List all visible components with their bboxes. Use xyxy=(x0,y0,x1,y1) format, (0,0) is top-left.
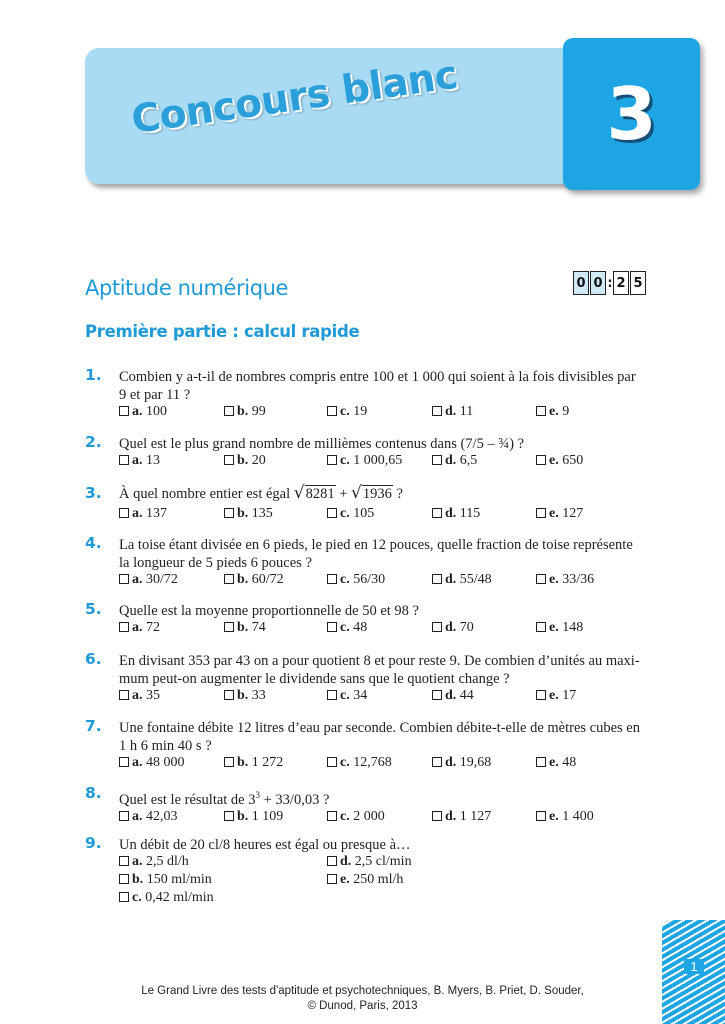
option-d[interactable]: d. 1 127 xyxy=(432,809,491,825)
square-root: √1936 xyxy=(351,483,392,503)
option-d[interactable]: d. 2,5 cl/min xyxy=(327,854,412,870)
answer-options xyxy=(119,688,645,706)
checkbox-icon[interactable] xyxy=(327,508,337,518)
option-a[interactable]: a. 100 xyxy=(119,404,167,420)
option-c[interactable]: c. 48 xyxy=(327,620,367,636)
option-d[interactable]: d. 55/48 xyxy=(432,572,492,588)
checkbox-icon[interactable] xyxy=(119,811,129,821)
answer-options xyxy=(119,404,645,422)
checkbox-icon[interactable] xyxy=(119,856,129,866)
option-e[interactable]: e. 1 400 xyxy=(536,809,594,825)
checkbox-icon[interactable] xyxy=(119,622,129,632)
question-text: Quel est le plus grand nombre de millièmes contenus dans (7/5 – ¾) ? xyxy=(119,436,525,452)
option-e[interactable]: e. 9 xyxy=(536,404,569,420)
question-7 xyxy=(85,719,645,773)
option-e[interactable]: e. 17 xyxy=(536,688,576,704)
question-number: 3. xyxy=(85,484,102,502)
checkbox-icon[interactable] xyxy=(327,455,337,465)
option-a[interactable]: a. 35 xyxy=(119,688,160,704)
option-a[interactable]: a. 48 000 xyxy=(119,755,185,771)
option-d[interactable]: d. 44 xyxy=(432,688,474,704)
question-2 xyxy=(85,435,645,471)
option-d[interactable]: d. 115 xyxy=(432,506,480,522)
option-d[interactable]: d. 19,68 xyxy=(432,755,491,771)
checkbox-icon[interactable] xyxy=(432,690,442,700)
question-8 xyxy=(85,786,645,827)
option-e[interactable]: e. 250 ml/h xyxy=(327,872,403,888)
option-b[interactable]: b. 60/72 xyxy=(224,572,284,588)
checkbox-icon[interactable] xyxy=(432,811,442,821)
option-a[interactable]: a. 30/72 xyxy=(119,572,178,588)
option-c[interactable]: c. 34 xyxy=(327,688,367,704)
question-text: Une fontaine débite 12 litres d’eau par seconde. Combien débite-t-elle de mètres cubes en 1 h 6 min 40 s ? xyxy=(119,720,640,754)
option-a[interactable]: a. 13 xyxy=(119,453,160,469)
question-4 xyxy=(85,536,645,590)
checkbox-icon[interactable] xyxy=(327,406,337,416)
checkbox-icon[interactable] xyxy=(327,690,337,700)
option-e[interactable]: e. 33/36 xyxy=(536,572,594,588)
option-e[interactable]: e. 148 xyxy=(536,620,583,636)
checkbox-icon[interactable] xyxy=(119,892,129,902)
checkbox-icon[interactable] xyxy=(432,508,442,518)
checkbox-icon[interactable] xyxy=(536,690,546,700)
timer-digit: 0 xyxy=(573,271,589,295)
section-title: Aptitude numérique xyxy=(85,276,289,300)
question-text: Un débit de 20 cl/8 heures est égal ou presque à… xyxy=(119,837,411,853)
option-a[interactable]: a. 2,5 dl/h xyxy=(119,854,189,870)
question-text: La toise étant divisée en 6 pieds, le pied en 12 pouces, quelle fraction de toise représente la longueur de 5 pieds 6 pouces ? xyxy=(119,537,633,571)
checkbox-icon[interactable] xyxy=(327,856,337,866)
checkbox-icon[interactable] xyxy=(432,574,442,584)
answer-options xyxy=(119,755,645,773)
question-number: 5. xyxy=(85,600,102,618)
checkbox-icon[interactable] xyxy=(224,757,234,767)
subsection-title: Première partie : calcul rapide xyxy=(85,322,360,341)
option-e[interactable]: e. 650 xyxy=(536,453,583,469)
footer xyxy=(0,984,725,1014)
question-text: En divisant 353 par 43 on a pour quotient 8 et pour reste 9. De combien d’unités au maxi-mum peut-on augmenter le dividende sans que le quotient change ? xyxy=(119,653,640,687)
answer-options xyxy=(119,890,645,908)
timer-digit: 5 xyxy=(630,271,646,295)
answer-options xyxy=(119,809,645,827)
checkbox-icon[interactable] xyxy=(119,757,129,767)
footer-citation: Le Grand Livre des tests d'aptitude et psychotechniques, B. Myers, B. Priet, D. Souder, xyxy=(141,985,584,997)
option-b[interactable]: b. 20 xyxy=(224,453,266,469)
checkbox-icon[interactable] xyxy=(224,622,234,632)
checkbox-icon[interactable] xyxy=(536,406,546,416)
checkbox-icon[interactable] xyxy=(119,690,129,700)
checkbox-icon[interactable] xyxy=(327,811,337,821)
checkbox-icon[interactable] xyxy=(536,574,546,584)
option-d[interactable]: d. 11 xyxy=(432,404,473,420)
option-c[interactable]: c. 19 xyxy=(327,404,367,420)
question-number: 8. xyxy=(85,784,102,802)
option-b[interactable]: b. 135 xyxy=(224,506,273,522)
question-5 xyxy=(85,602,645,638)
option-d[interactable]: d. 6,5 xyxy=(432,453,477,469)
checkbox-icon[interactable] xyxy=(327,574,337,584)
question-text: Combien y a-t-il de nombres compris entre 100 et 1 000 qui soient à la fois divisibles par 9 et par 11 ? xyxy=(119,369,636,403)
checkbox-icon[interactable] xyxy=(536,508,546,518)
option-c[interactable]: c. 0,42 ml/min xyxy=(119,890,214,906)
checkbox-icon[interactable] xyxy=(432,757,442,767)
checkbox-icon[interactable] xyxy=(119,874,129,884)
checkbox-icon[interactable] xyxy=(119,508,129,518)
question-number: 9. xyxy=(85,834,102,852)
option-a[interactable]: a. 72 xyxy=(119,620,160,636)
checkbox-icon[interactable] xyxy=(536,757,546,767)
checkbox-icon[interactable] xyxy=(536,622,546,632)
question-9 xyxy=(85,836,645,908)
checkbox-icon[interactable] xyxy=(536,455,546,465)
checkbox-icon[interactable] xyxy=(327,622,337,632)
question-3 xyxy=(85,484,645,524)
answer-options xyxy=(119,854,645,872)
option-e[interactable]: e. 48 xyxy=(536,755,576,771)
answer-options xyxy=(119,506,645,524)
option-c[interactable]: c. 2 000 xyxy=(327,809,385,825)
answer-options xyxy=(119,453,645,471)
option-b[interactable]: b. 1 109 xyxy=(224,809,283,825)
timer-display xyxy=(573,271,647,295)
timer-digit: 2 xyxy=(613,271,629,295)
checkbox-icon[interactable] xyxy=(224,574,234,584)
question-6 xyxy=(85,652,645,706)
page-title: Concours blanc xyxy=(128,52,461,143)
question-text: Quelle est la moyenne proportionnelle de 50 et 98 ? xyxy=(119,603,419,619)
answer-options xyxy=(119,620,645,638)
answer-options xyxy=(119,872,645,890)
option-b[interactable]: b. 33 xyxy=(224,688,266,704)
question-number: 4. xyxy=(85,534,102,552)
option-b[interactable]: b. 99 xyxy=(224,404,266,420)
option-a[interactable]: a. 137 xyxy=(119,506,167,522)
checkbox-icon[interactable] xyxy=(224,406,234,416)
chapter-number: 3 xyxy=(606,72,657,156)
question-1 xyxy=(85,368,645,422)
option-d[interactable]: d. 70 xyxy=(432,620,474,636)
checkbox-icon[interactable] xyxy=(432,455,442,465)
checkbox-icon[interactable] xyxy=(224,455,234,465)
checkbox-icon[interactable] xyxy=(432,622,442,632)
option-a[interactable]: a. 42,03 xyxy=(119,809,178,825)
option-b[interactable]: b. 74 xyxy=(224,620,266,636)
checkbox-icon[interactable] xyxy=(432,406,442,416)
checkbox-icon[interactable] xyxy=(224,690,234,700)
question-number: 6. xyxy=(85,650,102,668)
option-b[interactable]: b. 150 ml/min xyxy=(119,872,212,888)
checkbox-icon[interactable] xyxy=(119,455,129,465)
question-text: À quel nombre entier est égal √8281 + √1936 ? xyxy=(119,483,403,503)
question-number: 2. xyxy=(85,433,102,451)
question-number: 1. xyxy=(85,366,102,384)
timer-separator: : xyxy=(607,275,613,291)
option-c[interactable]: c. 56/30 xyxy=(327,572,385,588)
checkbox-icon[interactable] xyxy=(327,874,337,884)
page-number: 1 xyxy=(684,959,704,974)
option-c[interactable]: c. 1 000,65 xyxy=(327,453,402,469)
checkbox-icon[interactable] xyxy=(327,757,337,767)
square-root: √8281 xyxy=(293,483,335,503)
checkbox-icon[interactable] xyxy=(119,406,129,416)
chapter-badge xyxy=(563,38,700,190)
option-c[interactable]: c. 105 xyxy=(327,506,374,522)
question-text: Quel est le résultat de $3^3 + 33/0,03$ ? xyxy=(119,790,330,808)
checkbox-icon[interactable] xyxy=(224,811,234,821)
option-b[interactable]: b. 1 272 xyxy=(224,755,283,771)
option-e[interactable]: e. 127 xyxy=(536,506,583,522)
question-number: 7. xyxy=(85,717,102,735)
checkbox-icon[interactable] xyxy=(224,508,234,518)
answer-options xyxy=(119,572,645,590)
checkbox-icon[interactable] xyxy=(119,574,129,584)
checkbox-icon[interactable] xyxy=(536,811,546,821)
option-c[interactable]: c. 12,768 xyxy=(327,755,392,771)
footer-copyright: © Dunod, Paris, 2013 xyxy=(307,1000,418,1012)
timer-digit: 0 xyxy=(590,271,606,295)
